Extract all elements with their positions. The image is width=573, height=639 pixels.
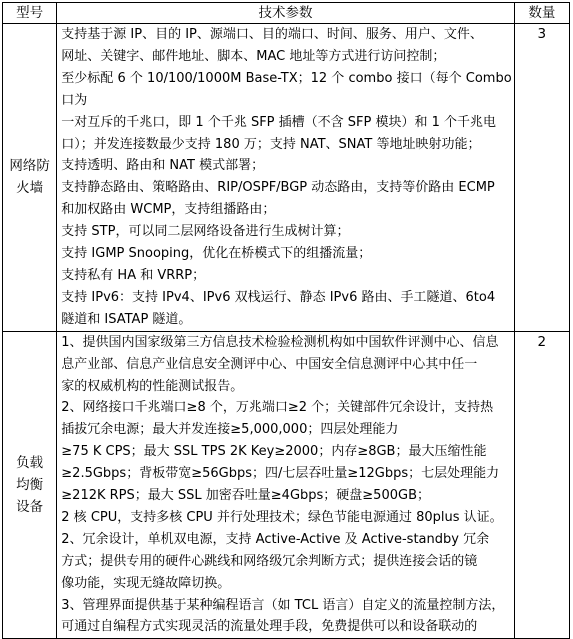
spec-line: ≥212K RPS；最大 SSL 加密吞吐量≥4Gbps；硬盘≥500GB； [61, 488, 430, 504]
model-cell [3, 331, 57, 639]
header-model: 型号 [3, 3, 57, 24]
spec-line: 方式；提供专用的硬件心跳线和网络级冗余判断方式；提供连接会话的镜 [61, 553, 478, 569]
spec-line: 支持透明、路由和 NAT 模式部署； [61, 158, 265, 174]
spec-cell [57, 331, 514, 639]
spec-table [2, 2, 570, 639]
table-row [3, 331, 570, 639]
spec-line: 像功能，实现无缝故障切换。 [61, 575, 231, 591]
header-spec: 技术参数 [57, 3, 514, 24]
qty-cell: 2 [514, 331, 569, 639]
spec-line: 息产业部、信息产业信息安全测评中心、中国安全信息测评中心其中任一 [61, 356, 478, 372]
spec-line: 至少标配 6 个 10/100/1000M Base-TX；12 个 combo 接口（每个 Combo 口为 [61, 70, 512, 108]
spec-line: 一对互斥的千兆口，即 1 个千兆 SFP 插槽（不含 SFP 模块）和 1 个千兆电 [61, 114, 497, 130]
spec-line: 家的权威机构的性能测试报告。 [61, 378, 244, 394]
spec-line: ≥75 K CPS；最大 SSL TPS 2K Key≥2000；内存≥8GB；最大压缩性能 [61, 444, 487, 460]
table-row [3, 24, 570, 332]
model-label: 负载均衡设备 [16, 455, 44, 516]
spec-line: 隧道和 ISATAP 隧道。 [61, 311, 192, 327]
spec-line: 支持 IPv6：支持 IPv4、IPv6 双栈运行、静态 IPv6 路由、手工隧道、6to4 [61, 289, 496, 305]
spec-line: 支持 IGMP Snooping，优化在桥模式下的组播流量； [61, 246, 372, 262]
header-qty: 数量 [514, 3, 569, 24]
spec-line: 插拔冗余电源；最大并发连接≥5,000,000；四层处理能力 [61, 422, 399, 438]
spec-line: 支持私有 HA 和 VRRP； [61, 267, 206, 283]
spec-line: ≥2.5Gbps；背板带宽≥56Gbps；四/七层吞吐量≥12Gbps；七层处理能力 [61, 466, 500, 482]
spec-line: 3、管理界面提供基于某种编程语言（如 TCL 语言）自定义的流量控制方法， [61, 597, 505, 613]
spec-line: 2、冗余设计，单机双电源，支持 Active-Active 及 Active-standby 冗余 [61, 531, 490, 547]
spec-line: 口）；并发连接数最少支持 180 万；支持 NAT、SNAT 等地址映射功能； [61, 136, 481, 152]
spec-line: 网址、关键字、邮件地址、脚本、MAC 地址等方式进行访问控制； [61, 48, 446, 64]
spec-line: 2 核 CPU，支持多核 CPU 并行处理技术；绿色节能电源通过 80plus 认证。 [61, 509, 503, 525]
spec-line: 可通过自编程方式实现灵活的流量处理手段，免费提供可以和设备联动的 [61, 619, 478, 635]
spec-line: 支持静态路由、策略路由、RIP/OSPF/BGP 动态路由，支持等价路由 ECMP [61, 180, 495, 196]
model-cell: 网络防火墙 [3, 24, 57, 332]
qty-cell: 3 [514, 24, 569, 332]
spec-cell [57, 24, 514, 332]
spec-line: 1、提供国内国家级第三方信息技术检验检测机构如中国软件评测中心、信息 [61, 334, 499, 350]
spec-line: 和加权路由 WCMP，支持组播路由； [61, 202, 276, 218]
spec-line: 支持 STP，可以同二层网络设备进行生成树计算； [61, 224, 350, 240]
spec-line: 支持基于源 IP、目的 IP、源端口、目的端口、时间、服务、用户、文件、 [61, 27, 483, 42]
header-row [3, 3, 570, 24]
spec-line: 2、网络接口千兆端口≥8 个，万兆端口≥2 个；关键部件冗余设计，支持热 [61, 400, 494, 416]
